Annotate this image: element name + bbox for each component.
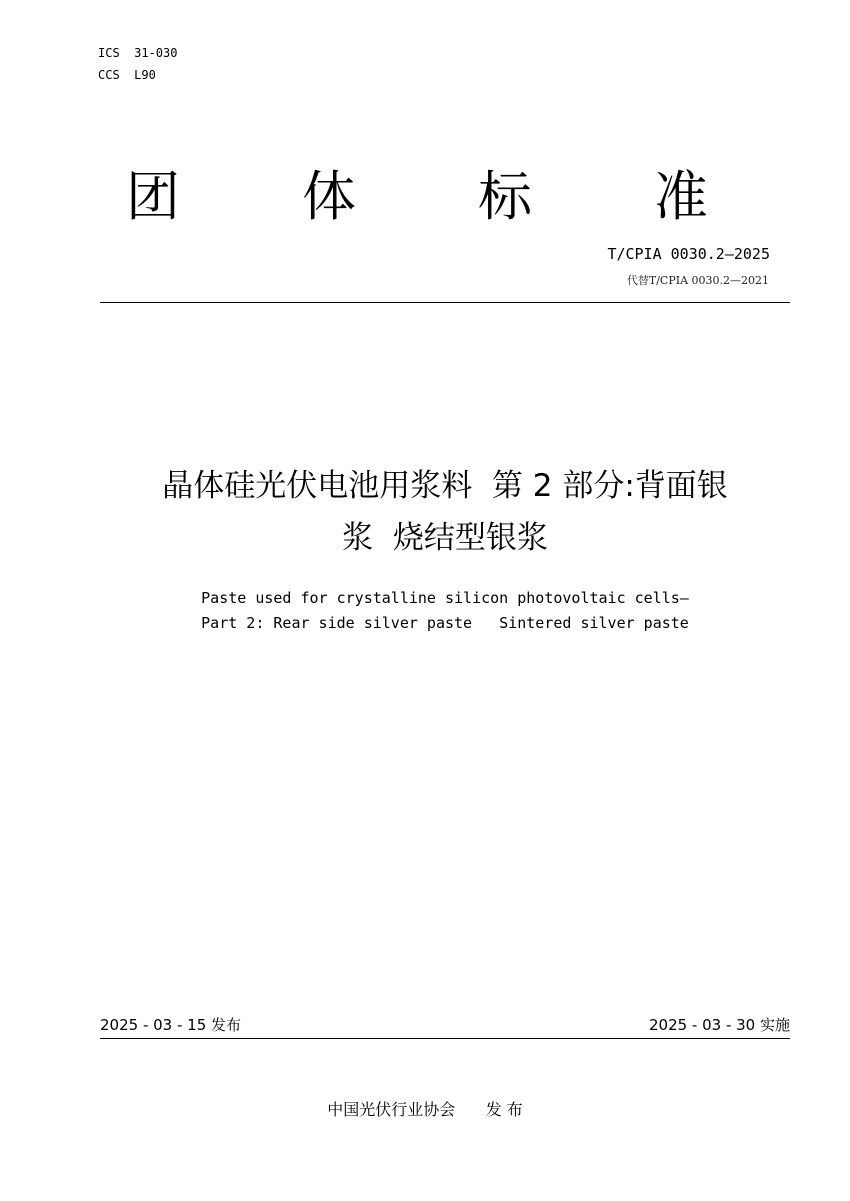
effective-date: 2025 - 03 - 30 实施 (648, 1016, 790, 1034)
standard-kind-char-4: 准 (654, 165, 708, 228)
chinese-title-line-1: 晶体硅光伏电池用浆料 第 2 部分:背面银 (162, 468, 728, 504)
english-title (80, 586, 810, 636)
standard-kind-heading (100, 162, 790, 242)
standard-kind-char-1: 团 (126, 165, 180, 228)
top-divider (100, 302, 790, 303)
chinese-title-line-2: 浆 烧结型银浆 (342, 520, 548, 556)
standard-kind-char-2: 体 (302, 165, 356, 228)
chinese-title (90, 460, 800, 564)
classification-codes (98, 42, 177, 86)
ccs-code: CCS L90 (98, 68, 156, 82)
english-title-line-2: Part 2: Rear side silver paste Sintered silver paste (201, 614, 689, 632)
issue-date: 2025 - 03 - 15 发布 (100, 1016, 242, 1034)
standard-kind-char-3: 标 (478, 165, 532, 228)
publisher: 中国光伏行业协会 发 布 (327, 1100, 523, 1119)
replaces-note: 代替T/CPIA 0030.2—2021 (626, 274, 769, 287)
bottom-divider (100, 1038, 790, 1039)
ics-code: ICS 31-030 (98, 46, 178, 60)
english-title-line-1: Paste used for crystalline silicon photovoltaic cells— (201, 589, 689, 607)
standard-number: T/CPIA 0030.2—2025 (607, 245, 770, 263)
